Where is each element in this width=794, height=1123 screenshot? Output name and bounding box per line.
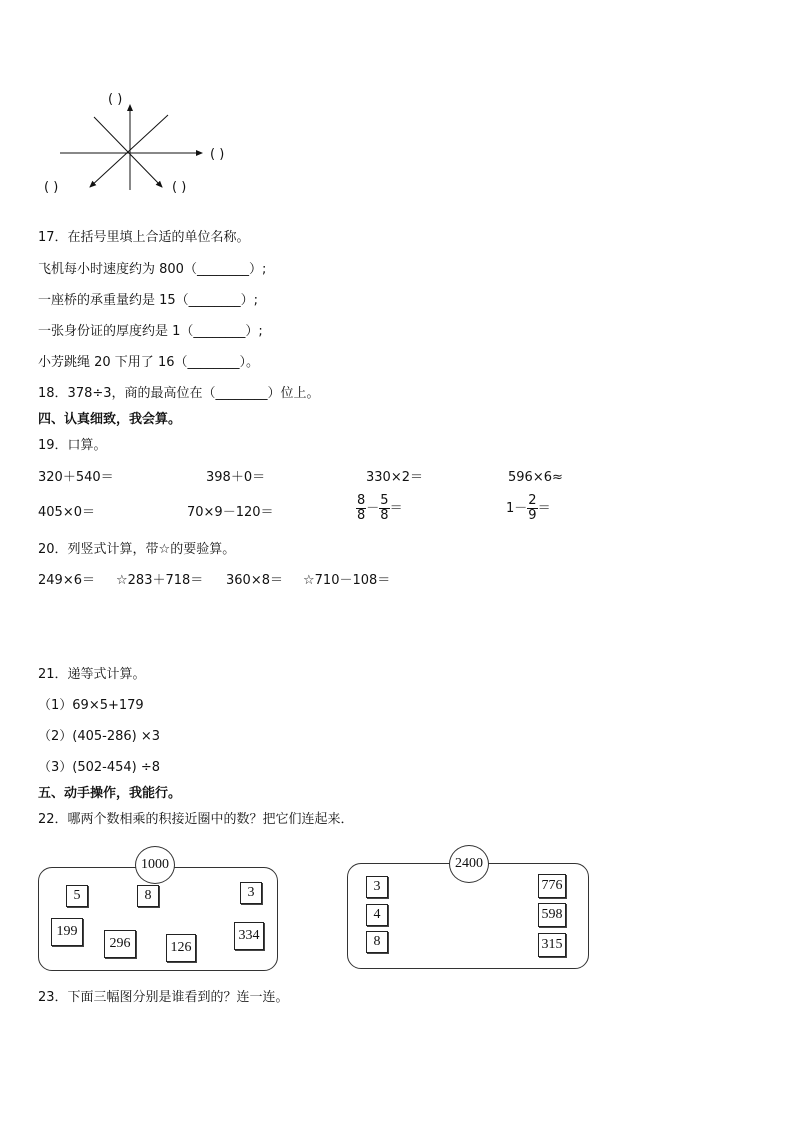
q21-title: 21．递等式计算。 (38, 667, 146, 682)
q22-title: 22．哪两个数相乘的积接近圈中的数？把它们连起来． (38, 812, 354, 827)
number-box[interactable]: 296 (104, 930, 136, 958)
q21-item-2: （2）(405-286) ×3 (38, 729, 161, 744)
number-box[interactable]: 126 (166, 934, 196, 962)
number-box[interactable]: 199 (51, 918, 83, 946)
q19-fraction-expr-2 (506, 494, 551, 523)
number-box[interactable]: 3 (366, 876, 388, 898)
q19-item-4: 596×6≈ (508, 470, 563, 485)
one-minus: 1－ (506, 500, 528, 516)
q17-title: 17．在括号里填上合适的单位名称。 (38, 230, 250, 245)
fraction-2-9: $\frac{2}{9}$ (528, 493, 537, 523)
number-box[interactable]: 598 (538, 903, 566, 927)
q19-item-3: 330×2＝ (366, 470, 423, 485)
q21-item-3: （3）(502-454) ÷8 (38, 760, 161, 775)
q21-item-1: （1）69×5+179 (38, 698, 144, 713)
fraction-8-8: $\frac{8}{8}$ (357, 493, 366, 523)
q19-item-2: 398＋0＝ (206, 470, 266, 485)
compass-bottom-right-blank[interactable]: ( ) (172, 180, 187, 195)
number-box[interactable]: 5 (66, 885, 88, 907)
q19-title: 19．口算。 (38, 438, 107, 453)
q17-line-2[interactable]: 一座桥的承重量约是 15（________）; (38, 293, 259, 308)
q17-line-4[interactable]: 小芳跳绳 20 下用了 16（________）。 (38, 355, 259, 370)
compass-bottom-left-blank[interactable]: ( ) (44, 180, 59, 195)
q19-item-6: 70×9－120＝ (187, 505, 274, 520)
q19-item-1: 320＋540＝ (38, 470, 114, 485)
equals-sign: ＝ (537, 500, 551, 516)
q20-item-3: 360×8＝ (226, 573, 283, 588)
q20-title: 20．列竖式计算，带☆的要验算。 (38, 542, 236, 557)
q20-item-1: 249×6＝ (38, 573, 95, 588)
q20-item-4: ☆710－108＝ (303, 573, 391, 588)
q19-fraction-expr-1 (356, 494, 403, 523)
target-circle-1000[interactable]: 1000 (135, 846, 175, 884)
number-box[interactable]: 334 (234, 922, 264, 950)
section-4-heading: 四、认真细致，我会算。 (38, 412, 182, 427)
number-box[interactable]: 3 (240, 882, 262, 904)
q20-item-2: ☆283＋718＝ (116, 573, 204, 588)
section-5-heading: 五、动手操作，我能行。 (38, 786, 182, 801)
fraction-5-8: $\frac{5}{8}$ (380, 493, 389, 523)
number-box[interactable]: 776 (538, 874, 566, 898)
minus-sign: － (366, 500, 380, 516)
compass-right-blank[interactable]: ( ) (210, 147, 225, 162)
compass-arrows-figure (50, 95, 280, 200)
q17-line-3[interactable]: 一张身份证的厚度约是 1（________）; (38, 324, 263, 339)
q17-line-1[interactable]: 飞机每小时速度约为 800（________）; (38, 262, 267, 277)
number-box[interactable]: 8 (366, 931, 388, 953)
q23-title: 23．下面三幅图分别是谁看到的？连一连。 (38, 990, 289, 1005)
q18-line[interactable]: 18．378÷3，商的最高位在（________）位上。 (38, 386, 320, 401)
number-box[interactable]: 315 (538, 933, 566, 957)
target-circle-2400[interactable]: 2400 (449, 845, 489, 883)
equals-sign: ＝ (389, 500, 403, 516)
number-box[interactable]: 8 (137, 885, 159, 907)
number-box[interactable]: 4 (366, 904, 388, 926)
q19-item-5: 405×0＝ (38, 505, 95, 520)
compass-top-blank[interactable]: ( ) (108, 92, 123, 107)
